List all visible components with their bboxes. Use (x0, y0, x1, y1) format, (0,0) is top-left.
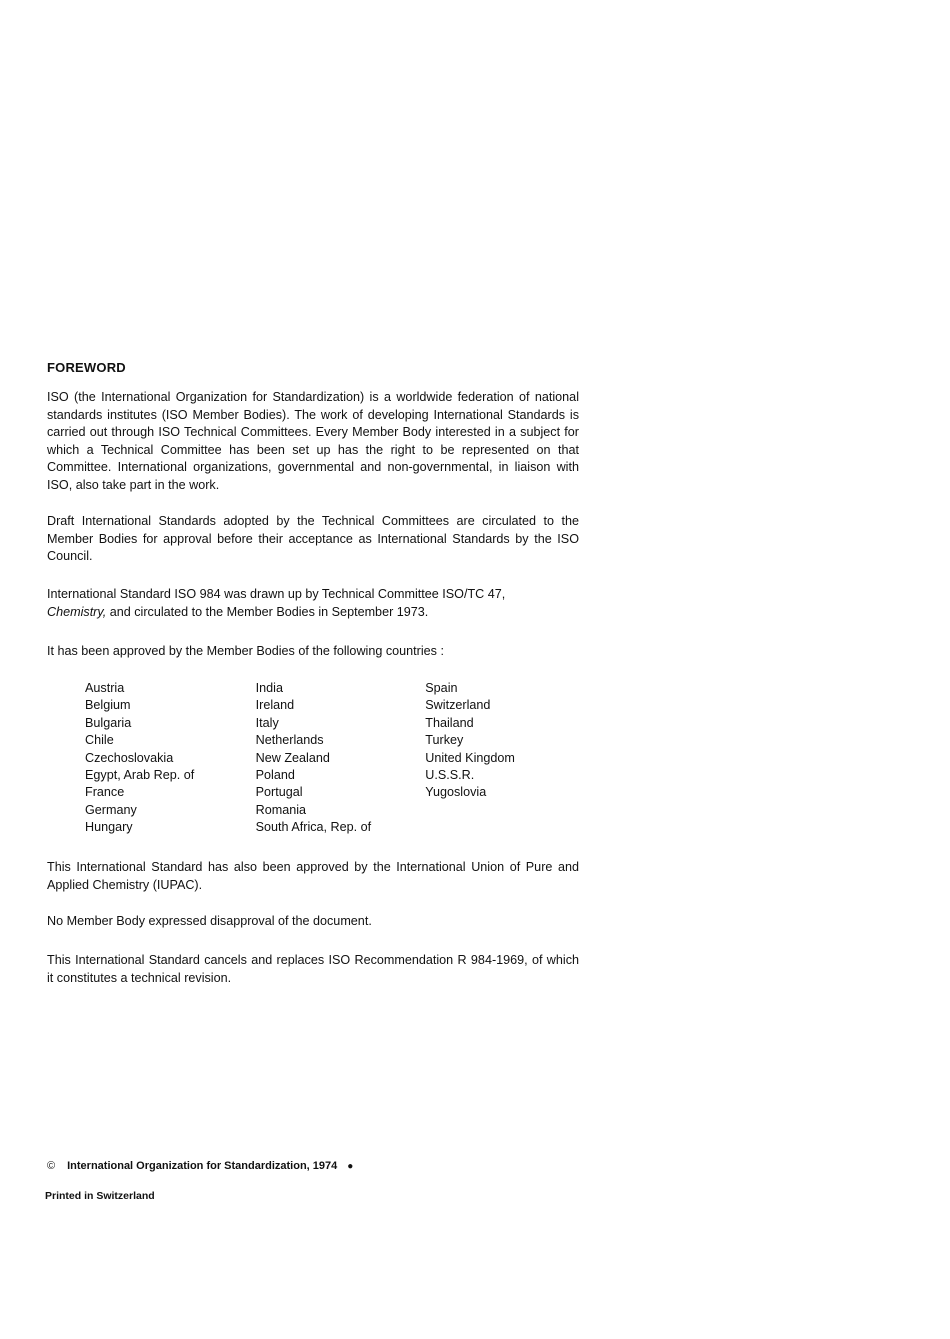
country-item: Yugoslovia (425, 785, 487, 800)
paragraph-iso-intro: ISO (the International Organization for Standardization) is a worldwide federation of national standards institutes (ISO Member Bodies). The work of developing International Standards is carried out through ISO Technical Committees. Every Member Body interested in a subject for which a Technical Committee has been set up has the right to be represented on that Committee. International organizations, governmental and non-governmental, in liaison with ISO, also take part in the work. (47, 390, 579, 492)
country-item: Bulgaria (85, 715, 132, 730)
paragraph-draft-standards: Draft International Standards adopted by the Technical Committees are circulated to the Member Bodies for approval before their acceptance as International Standards by the ISO Council. (47, 514, 579, 564)
country-item: Poland (255, 768, 295, 783)
paragraph-no-disapproval: No Member Body expressed disapproval of the document. (47, 914, 372, 928)
country-item: Germany (85, 802, 137, 817)
country-item: Turkey (425, 733, 464, 748)
country-item: United Kingdom (425, 750, 515, 765)
country-item: U.S.S.R. (425, 768, 475, 783)
country-item: Egypt, Arab Rep. of (85, 768, 195, 783)
country-item: Netherlands (255, 733, 324, 748)
countries-column-3 (425, 680, 565, 837)
country-item: Switzerland (425, 698, 491, 713)
paragraph-iso-984-end: and circulated to the Member Bodies in September 1973. (109, 604, 429, 619)
paragraph-approval: It has been approved by the Member Bodies of the following countries : (47, 644, 444, 658)
country-item: Ireland (255, 698, 295, 713)
countries-list (85, 680, 565, 837)
country-item: Romania (255, 802, 307, 817)
country-item: Spain (425, 681, 458, 695)
country-item: New Zealand (255, 750, 330, 765)
paragraph-iso-984-start: International Standard ISO 984 was drawn up by Technical Committee ISO/TC 47, (47, 587, 506, 601)
country-item: Hungary (85, 820, 133, 835)
printed-location: Printed in Switzerland (45, 1190, 155, 1202)
paragraph-iupac: This International Standard has also been approved by the International Union of Pure and Applied Chemistry (IUPAC). (47, 860, 579, 892)
country-item: Belgium (85, 698, 131, 713)
country-item: Czechoslovakia (85, 750, 174, 765)
country-item: India (255, 681, 283, 695)
paragraph-cancels-replaces: This International Standard cancels and replaces ISO Recommendation R 984-1969, of which it constitutes a technical revision. (47, 953, 579, 985)
copyright-text: International Organization for Standardization, 1974 (67, 1160, 338, 1172)
committee-name: Chemistry, (47, 604, 107, 619)
country-item: Thailand (425, 715, 474, 730)
country-item: France (85, 785, 125, 800)
foreword-heading: FOREWORD (47, 360, 126, 375)
country-item: Chile (85, 733, 114, 748)
paragraph-iso-984 (47, 586, 579, 621)
countries-column-1 (85, 680, 256, 837)
country-item: South Africa, Rep. of (255, 820, 372, 835)
bullet-icon: ● (347, 1160, 354, 1172)
copyright-line (47, 1160, 353, 1172)
copyright-icon: © (47, 1160, 56, 1172)
country-item: Italy (255, 715, 279, 730)
countries-column-2 (256, 680, 426, 837)
country-item: Portugal (255, 785, 303, 800)
country-item: Austria (85, 681, 125, 695)
